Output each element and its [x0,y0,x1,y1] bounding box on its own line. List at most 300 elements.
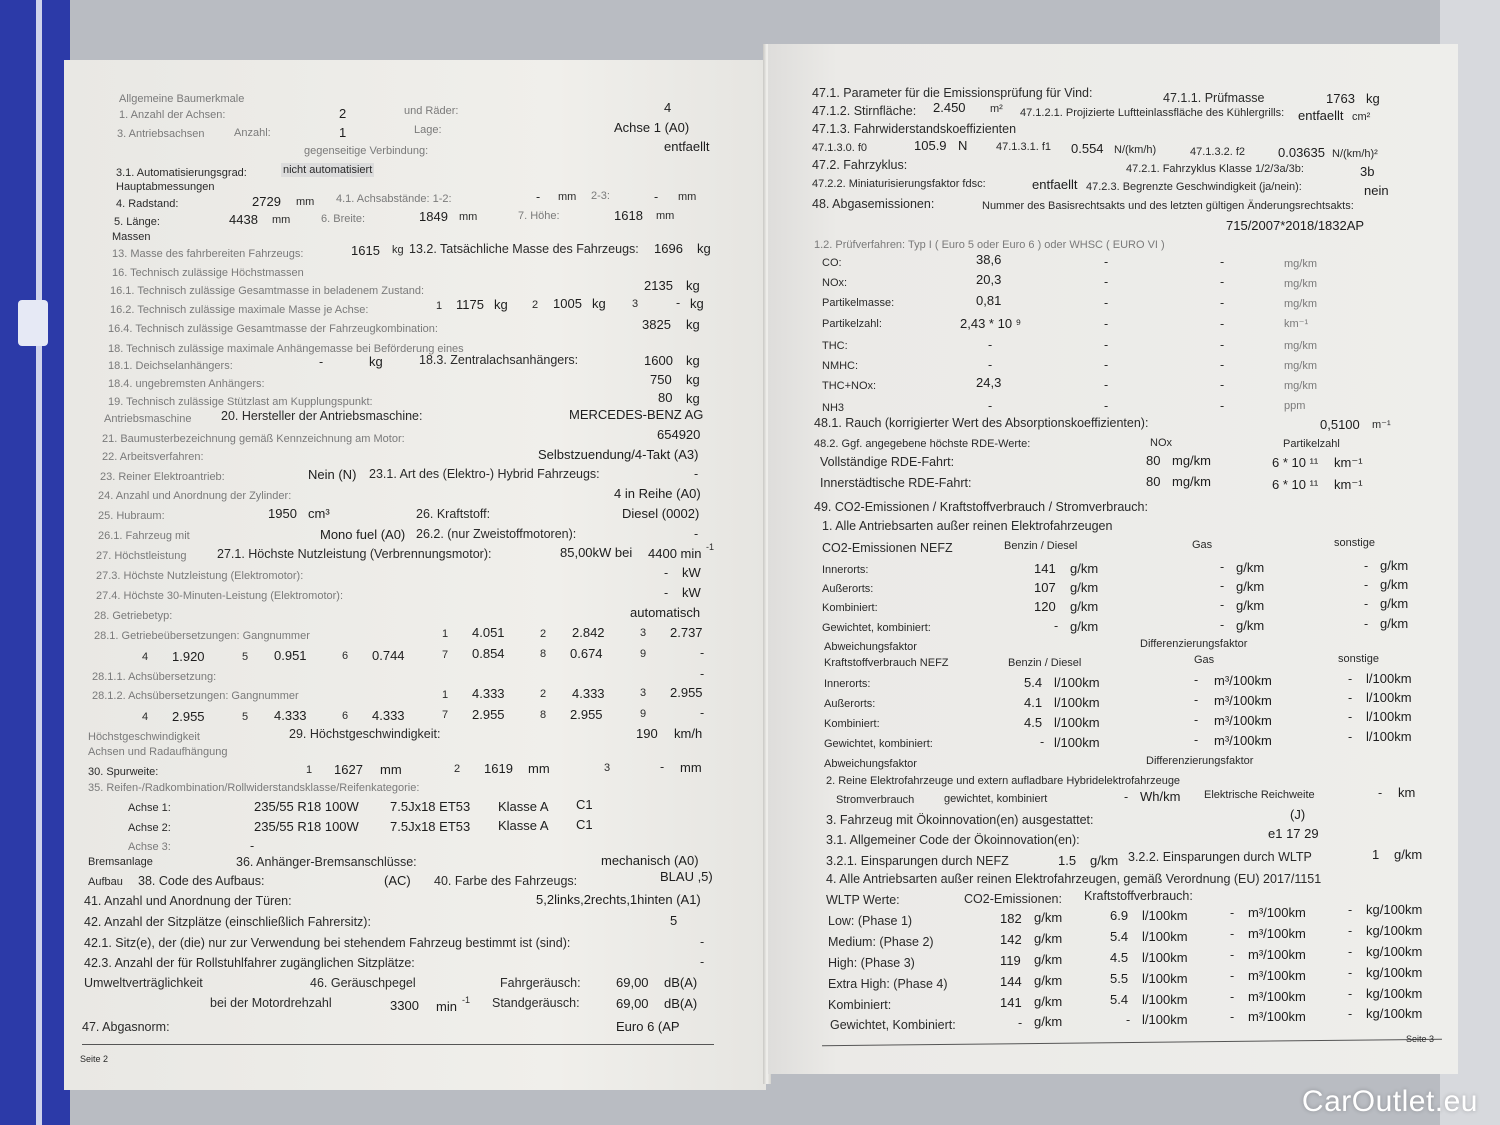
rde-urban-pn: 6 * 10 ¹¹ [1272,477,1319,492]
gearbox-value: automatisch [630,605,701,620]
emission-nox-unit: mg/km [1284,278,1317,290]
f0-label: 47.1.3.0. f0 [812,142,868,154]
track-2-unit: mm [528,761,550,776]
wltp-high-label: High: (Phase 3) [828,956,915,970]
co2-urban-other: - [1364,559,1369,573]
fuel-extra-urban-gas: - [1194,693,1199,707]
engine-manufacturer-value: MERCEDES-BENZ AG [569,407,704,422]
axle-spacing-23: - [654,190,659,204]
axle-1-category: C1 [576,797,593,812]
axle-gear-5-ratio: 4.333 [274,708,307,723]
co2-urban-gas-unit: g/km [1236,560,1265,575]
fuel-label: 26. Kraftstoff: [416,507,491,521]
axle-spacing-label: 4.1. Achsabstände: 1-2: [336,193,452,205]
nedc-savings-unit: g/km [1090,853,1119,868]
axle-3-label: Achse 3: [128,841,171,853]
gross-mass-label: 16.1. Technisch zulässige Gesamtmasse in beladenem Zustand: [110,285,425,297]
wltp-medium-gas-unit: m³/100km [1248,926,1306,941]
wltp-low-other: - [1348,903,1353,917]
cylinders-label: 24. Anzahl und Anordnung der Zylinder: [98,490,292,502]
emission-co-col3: - [1220,255,1225,269]
gearbox-label: 28. Getriebetyp: [94,610,173,622]
wltp-medium-other: - [1348,924,1353,938]
fuel-combined-label: Kombiniert: [824,718,880,730]
wltp-low-co2: 182 [1000,911,1022,926]
wltp-weighted-co2-unit: g/km [1034,1014,1063,1029]
net-power-rpm: 4400 min [648,546,702,561]
co2-nedc-label: CO2-Emissionen NEFZ [822,541,953,555]
gear-6-ratio: 0.744 [372,648,405,663]
emission-thcnox-unit: mg/km [1284,380,1317,392]
wltp-low-gas: - [1230,906,1235,920]
test-mass-value: 1763 [1326,91,1355,106]
fuel-weighted-gas-unit: m³/100km [1214,733,1272,748]
co2-weighted-label: Gewichtet, kombiniert: [822,622,931,634]
colour-value: BLAU ,5) [660,869,713,884]
hybrid-type-label: 23.1. Art des (Elektro-) Hybrid Fahrzeugs: [369,467,600,481]
co2-combined-other: - [1364,597,1369,611]
co2-urban-label: Innerorts: [822,564,869,576]
standing-seats-value: - [700,935,705,949]
axle-gear-4-ratio: 2.955 [172,709,205,724]
drive-by-noise-label: Fahrgeräusch: [500,976,581,990]
wltp-medium-gas: - [1230,927,1235,941]
height-label: 7. Höhe: [518,210,560,222]
axle-mass-2-label: 2 [532,299,539,311]
emission-thcnox-col3: - [1220,378,1225,392]
fuel-extra-urban-unit: l/100km [1054,695,1100,710]
emission-nox-col3: - [1220,275,1225,289]
co2-combined-gas-unit: g/km [1236,598,1265,613]
wltp-combined-co2: 141 [1000,995,1022,1010]
axle-spacing-23-label: 2-3: [591,190,610,202]
axle-gear-1-ratio: 4.333 [472,686,505,701]
emission-nmhc-value: - [988,358,993,372]
axle-gear-4-label: 4 [142,711,149,723]
wltp-medium-label: Medium: (Phase 2) [828,935,934,949]
automation-value: nicht automatisiert [283,164,373,176]
f0-unit: N [958,138,968,153]
engine-manufacturer-label: 20. Hersteller der Antriebsmaschine: [221,409,423,423]
emission-co-col2: - [1104,255,1109,269]
axle-gear-2-ratio: 4.333 [572,686,605,701]
fuel-other-header: sonstige [1338,653,1379,665]
fuel-urban-unit: l/100km [1054,675,1100,690]
emission-pm-value: 0,81 [976,293,1002,308]
axle-mass-2: 1005 [553,296,582,311]
f2-label: 47.1.3.2. f2 [1190,146,1246,158]
drive-cycle-label: 47.2. Fahrzyklus: [812,158,908,172]
section-top-speed: Höchstgeschwindigkeit [88,731,200,743]
axle-gear-9-label: 9 [640,708,647,720]
footer-rule [82,1044,714,1045]
eco-innovation-value: (J) [1290,807,1306,822]
electric-power-unit: kW [682,565,701,580]
emission-nmhc-col2: - [1104,358,1109,372]
center-axle-trailer-label: 18.3. Zentralachsanhängers: [419,353,579,367]
power-consumption-value: - [1124,790,1129,804]
actual-mass-unit: kg [697,241,711,256]
fuel-urban-value: 5.4 [1024,675,1043,690]
axle-gear-8-label: 8 [540,709,547,721]
gross-mass-unit: kg [686,278,700,293]
co2-extra-urban-label: Außerorts: [822,583,874,595]
height-value: 1618 [614,208,643,223]
wltp-extra-high-gas: - [1230,969,1235,983]
wltp-low-co2-unit: g/km [1034,910,1063,925]
wheelchair-seats-value: - [700,955,705,969]
fuel-combined-gas: - [1194,713,1199,727]
emission-pm-unit: mg/km [1284,298,1317,310]
engine-code-value: 654920 [657,427,701,442]
legal-act-label: Nummer des Basisrechtsakts und des letzten gültigen Änderungsrechtsakts: [982,200,1354,212]
trailer-brake-label: 36. Anhänger-Bremsanschlüsse: [236,855,417,869]
axle-mass-3: - [676,296,681,310]
fuel-deviation-label: Abweichungsfaktor [824,758,917,770]
wltp-low-label: Low: (Phase 1) [828,914,913,928]
length-unit: mm [272,214,291,226]
emission-co-value: 38,6 [976,252,1002,267]
max-power-label: 27. Höchstleistung [96,550,187,562]
pure-electric-label: 23. Reiner Elektroantrieb: [100,471,225,483]
wheels-label: und Räder: [404,105,459,117]
drive-axles-count-label: Anzahl: [234,127,271,139]
drive-axles-position: Achse 1 (A0) [614,120,690,135]
axle-gear-6-label: 6 [342,710,349,722]
doors-value: 5,2links,2rechts,1hinten (A1) [536,892,701,907]
power-consumption-unit: Wh/km [1140,789,1181,804]
emission-standard-value: Euro 6 (AP [616,1019,680,1034]
width-label: 6. Breite: [321,213,366,225]
wltp-extra-high-co2-unit: g/km [1034,973,1063,988]
axle-spacing-12-unit: mm [558,191,577,203]
page-number-right: Seite 3 [1406,1034,1435,1044]
co2-urban-value: 141 [1034,561,1056,576]
wltp-combined-label: Kombiniert: [828,998,892,1012]
emission-standard-label: 47. Abgasnorm: [82,1020,170,1034]
drive-axles-position-label: Lage: [414,124,442,136]
stationary-noise-unit: dB(A) [664,996,698,1011]
stationary-noise-label: Standgeräusch: [492,996,580,1010]
axle-2-category: C1 [576,817,593,832]
wltp-high-fuel-unit: l/100km [1142,950,1188,965]
emission-pm-label: Partikelmasse: [822,297,895,309]
body-code-label: 38. Code des Aufbaus: [138,874,265,888]
wltp-extra-high-other: - [1348,966,1353,980]
co2-weighted-unit: g/km [1070,619,1099,634]
wltp-medium-other-unit: kg/100km [1366,923,1423,938]
test-mass-label: 47.1.1. Prüfmasse [1163,91,1265,105]
pure-electric-value: Nein (N) [308,467,357,482]
emission-pn-label: Partikelzahl: [822,318,882,330]
rde-full-pn: 6 * 10 ¹¹ [1272,455,1319,470]
nedc-savings-value: 1.5 [1058,853,1077,868]
length-label: 5. Länge: [114,216,160,228]
f2-unit: N/(km/h)² [1332,148,1378,160]
coupling-load-value: 80 [658,390,673,405]
co2-extra-urban-other-unit: g/km [1380,577,1409,592]
axle-gear-7-ratio: 2.955 [472,707,505,722]
center-axle-trailer-value: 1600 [644,353,673,368]
axle-gear-8-ratio: 2.955 [570,707,603,722]
wltp-savings-value: 1 [1372,847,1380,862]
grill-area-unit: cm² [1352,111,1371,123]
test-procedure-label: 1.2. Prüfverfahren: Typ I ( Euro 5 oder Euro 6 ) oder WHSC ( EURO VI ) [814,239,1165,251]
electric-range-label: Elektrische Reichweite [1204,789,1315,801]
seats-label: 42. Anzahl der Sitzplätze (einschließlich Fahrersitz): [84,915,371,929]
running-mass-value: 1615 [351,243,380,258]
smoke-unit: m⁻¹ [1372,419,1391,431]
axle-gear-6-ratio: 4.333 [372,708,405,723]
co2-petrol-diesel-header: Benzin / Diesel [1004,540,1078,552]
axle-1-rim: 7.5Jx18 ET53 [390,799,471,814]
downscaling-value: entfaellt [1032,177,1078,192]
emission-nh3-unit: ppm [1284,400,1306,412]
emission-pn-col2: - [1104,317,1109,331]
section-dimensions: Hauptabmessungen [116,181,215,193]
axle-mass-3-unit: kg [690,296,704,311]
wltp-medium-fuel: 5.4 [1110,929,1129,944]
emission-nh3-label: NH3 [822,402,845,414]
combination-mass-unit: kg [686,317,700,332]
wltp-low-gas-unit: m³/100km [1248,905,1306,920]
axle-2-label: Achse 2: [128,822,171,834]
gear-7-label: 7 [442,649,449,661]
stationary-noise-value: 69,00 [616,996,649,1011]
gear-5-ratio: 0.951 [274,648,307,663]
axle-1-label: Achse 1: [128,802,171,814]
wltp-weighted-label: Gewichtet, Kombiniert: [830,1018,956,1032]
blue-binder [0,0,70,1125]
fuel-weighted-value: - [1040,735,1045,749]
working-principle-label: 22. Arbeitsverfahren: [102,451,204,463]
emission-thcnox-col2: - [1104,378,1109,392]
gear-9-label: 9 [640,648,647,660]
co2-urban-other-unit: g/km [1380,558,1409,573]
wltp-weighted-gas: - [1230,1010,1235,1024]
drive-by-noise-value: 69,00 [616,975,649,990]
height-unit: mm [656,210,675,222]
displacement-value: 1950 [268,506,297,521]
wltp-savings-label: 3.2.2. Einsparungen durch WLTP [1128,850,1312,864]
displacement-label: 25. Hubraum: [98,510,165,522]
gear-9-ratio: - [700,646,705,660]
co2-extra-urban-gas: - [1220,579,1225,593]
co2-weighted-other-unit: g/km [1380,616,1409,631]
legal-act-value: 715/2007*2018/1832AP [1226,218,1365,233]
wltp-weighted-other-unit: kg/100km [1366,1006,1423,1021]
rde-urban-nox-unit: mg/km [1172,474,1211,489]
wltp-weighted-gas-unit: m³/100km [1248,1009,1306,1024]
wltp-low-fuel-unit: l/100km [1142,908,1188,923]
fuel-combined-unit: l/100km [1054,715,1100,730]
running-mass-label: 13. Masse des fahrbereiten Fahrzeugs: [112,248,304,260]
axle-mass-3-label: 3 [632,298,639,310]
wltp-weighted-co2: - [1018,1016,1023,1030]
fuel-weighted-gas: - [1194,733,1199,747]
emission-thc-unit: mg/km [1284,340,1317,352]
rde-full-nox-unit: mg/km [1172,453,1211,468]
emission-nh3-col3: - [1220,399,1225,413]
co2-urban-gas: - [1220,560,1225,574]
electric-range-value: - [1378,786,1383,800]
wltp-section-label: 4. Alle Antriebsarten außer reinen Elektrofahrzeugen, gemäß Verordnung (EU) 2017/1151 [826,872,1322,886]
actual-mass-value: 1696 [654,241,683,256]
gear-5-label: 5 [242,651,249,663]
track-1-label: 1 [306,764,313,776]
net-power-rpm-exponent: -1 [706,542,715,552]
ev-section-label: 2. Reine Elektrofahrzeuge und extern aufladbare Hybridelektrofahrzeuge [826,775,1181,787]
section-environment: Umweltverträglichkeit [84,976,203,990]
coupling-load-label: 19. Technisch zulässige Stützlast am Kupplungspunkt: [108,396,373,408]
colour-label: 40. Farbe des Fahrzeugs: [434,874,578,888]
f1-value: 0.554 [1071,141,1104,156]
emission-nox-value: 20,3 [976,272,1002,287]
fuel-extra-urban-value: 4.1 [1024,695,1043,710]
binder-clip [18,300,48,346]
wltp-medium-co2-unit: g/km [1034,931,1063,946]
track-1-value: 1627 [334,762,363,777]
co2-weighted-gas-unit: g/km [1236,618,1265,633]
gear-4-label: 4 [142,651,149,663]
wltp-combined-fuel-unit: l/100km [1142,992,1188,1007]
all-drives-label: 1. Alle Antriebsarten außer reinen Elektrofahrzeugen [822,519,1113,533]
co2-combined-value: 120 [1034,599,1056,614]
nedc-savings-label: 3.2.1. Einsparungen durch NEFZ [826,854,1009,868]
section-body: Aufbau [88,876,123,888]
axle-gear-3-ratio: 2.955 [670,685,703,700]
section-brakes: Bremsanlage [88,856,153,868]
rde-full-nox: 80 [1146,453,1161,468]
towing-label: 18. Technisch zulässige maximale Anhängemasse bei Beförderung eines [108,343,464,355]
center-axle-trailer-unit: kg [686,353,700,368]
axle-gear-9-ratio: - [700,706,705,720]
axle-1-tyre: 235/55 R18 100W [254,799,359,814]
grill-area-label: 47.1.2.1. Projizierte Luftteinlassfläche des Kühlergrills: [1020,107,1285,119]
co2-weighted-other: - [1364,617,1369,631]
standing-seats-label: 42.1. Sitz(e), der (die) nur zur Verwendung bei stehendem Fahrzeug bestimmt ist (sind): [84,936,571,950]
section-engine: Antriebsmaschine [104,413,192,425]
gear-3-ratio: 2.737 [670,625,703,640]
wltp-high-gas-unit: m³/100km [1248,947,1306,962]
co2-extra-urban-unit: g/km [1070,580,1099,595]
emission-thcnox-value: 24,3 [976,375,1002,390]
fuel-petrol-diesel-header: Benzin / Diesel [1008,657,1082,669]
working-principle-value: Selbstzuendung/4-Takt (A3) [538,447,699,462]
track-2-label: 2 [454,763,461,775]
emission-pm-col3: - [1220,296,1225,310]
axle-2-tyre: 235/55 R18 100W [254,819,359,834]
engine-speed-exponent: -1 [462,995,471,1005]
interconnection-label: gegenseitige Verbindung: [304,145,429,157]
rde-full-pn-unit: km⁻¹ [1334,455,1363,470]
wltp-high-other-unit: kg/100km [1366,944,1423,959]
wltp-weighted-fuel: - [1126,1013,1131,1027]
fuel-urban-label: Innerorts: [824,678,871,690]
fuel-weighted-other-unit: l/100km [1366,729,1412,744]
axle-1-class: Klasse A [498,799,549,814]
wltp-extra-high-fuel: 5.5 [1110,971,1129,986]
section-axles: Achsen und Radaufhängung [88,746,228,758]
body-code-value: (AC) [384,873,411,888]
drive-cycle-class-value: 3b [1360,164,1375,179]
emission-nh3-value: - [988,399,993,413]
fuel-weighted-other: - [1348,730,1353,744]
wltp-weighted-other: - [1348,1007,1353,1021]
power-consumption-label: Stromverbrauch [836,794,915,806]
drive-axles-label: 3. Antriebsachsen [117,128,205,140]
section-masses: Massen [112,231,151,243]
axle-2-class: Klasse A [498,818,549,833]
co2-extra-urban-value: 107 [1034,580,1056,595]
eco-code-label: 3.1. Allgemeiner Code der Ökoinnovation(en): [826,833,1080,847]
fuel-gas-header: Gas [1194,654,1215,666]
running-mass-unit: kg [392,244,404,256]
track-3-value: - [660,760,665,774]
eco-code-value: e1 17 29 [1268,826,1319,841]
axle-gear-5-label: 5 [242,711,249,723]
wheelbase-unit: mm [296,196,315,208]
axle-mass-1-unit: kg [494,297,508,312]
electric-30min-value: - [664,586,669,600]
gear-3-label: 3 [640,627,647,639]
co2-combined-label: Kombiniert: [822,602,878,614]
co2-extra-urban-gas-unit: g/km [1236,579,1265,594]
test-params-label: 47.1. Parameter für die Emissionsprüfung für Vind: [812,86,1093,100]
gear-7-ratio: 0.854 [472,646,505,661]
track-3-unit: mm [680,760,702,775]
rde-urban-label: Innerstädtische RDE-Fahrt: [820,476,972,490]
axle-mass-1: 1175 [456,297,484,312]
emission-thc-value: - [988,338,993,352]
gear-1-label: 1 [442,628,449,640]
exhaust-emissions-label: 48. Abgasemissionen: [812,197,935,211]
track-label: 30. Spurweite: [88,766,159,778]
net-power-value: 85,00kW bei [560,545,633,560]
track-3-label: 3 [604,762,611,774]
wltp-values-label: WLTP Werte: [826,893,900,907]
top-speed-unit: km/h [674,726,703,741]
hybrid-type-value: - [694,467,699,481]
gear-4-ratio: 1.920 [172,649,205,664]
section-general: Allgemeine Baumerkmale [119,93,245,105]
emission-pm-col2: - [1104,296,1109,310]
track-2-value: 1619 [484,761,513,776]
power-consumption-weighted-label: gewichtet, kombiniert [944,793,1048,805]
co2-weighted-gas: - [1220,618,1225,632]
electric-30min-label: 27.4. Höchste 30-Minuten-Leistung (Elektromotor): [96,590,344,602]
combination-mass-value: 3825 [642,317,671,332]
section-max-masses: 16. Technisch zulässige Höchstmassen [112,267,304,279]
wltp-low-fuel: 6.9 [1110,908,1129,923]
rde-urban-pn-unit: km⁻¹ [1334,477,1363,492]
fuel-urban-other-unit: l/100km [1366,671,1412,686]
rde-nox-header: NOx [1150,437,1172,449]
axle-mass-2-unit: kg [592,296,606,311]
automation-label: 3.1. Automatisierungsgrad: [116,167,247,179]
gear-8-ratio: 0.674 [570,646,603,661]
unbraked-trailer-value: 750 [650,372,672,387]
drawbar-trailer-unit: kg [369,354,383,369]
axle-ratio-label: 28.1.1. Achsübersetzung: [92,671,217,683]
tyres-label: 35. Reifen-/Radkombination/Rollwiderstandsklasse/Reifenkategorie: [88,782,420,794]
gear-2-ratio: 2.842 [572,625,605,640]
engine-speed-label: bei der Motordrehzahl [210,996,332,1010]
electric-30min-unit: kW [682,585,701,600]
wltp-extra-high-other-unit: kg/100km [1366,965,1423,980]
f1-label: 47.1.3.1. f1 [996,141,1052,153]
cylinders-value: 4 in Reihe (A0) [614,486,701,501]
